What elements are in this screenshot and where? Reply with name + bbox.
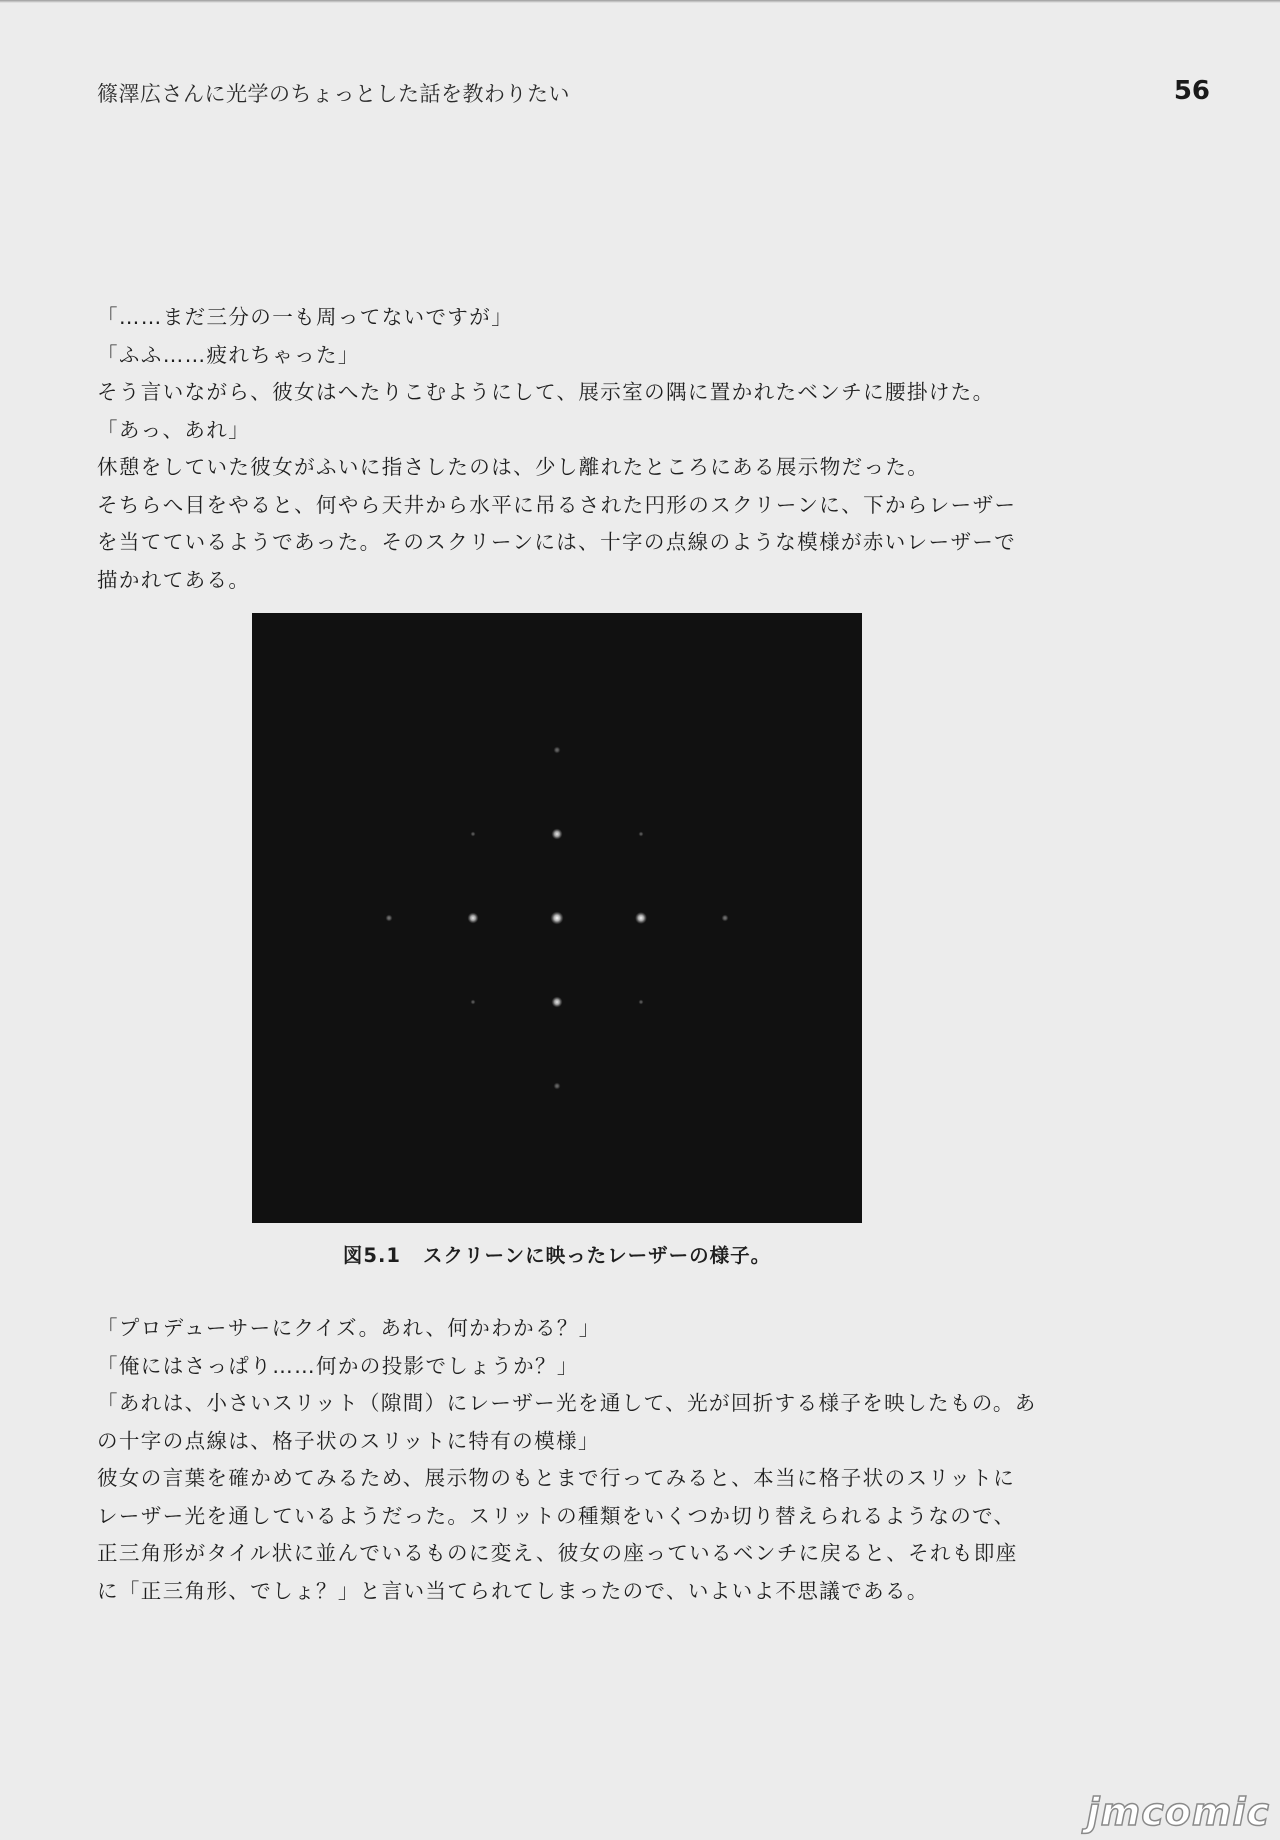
diffraction-spot	[554, 747, 561, 754]
paragraph: 「ふふ……疲れちゃった」	[97, 342, 360, 367]
diffraction-spot	[552, 829, 563, 840]
paragraph: 「……まだ三分の一も周ってないですが」	[97, 305, 514, 329]
paragraph: 休憩をしていた彼女がふいに指さしたのは、少し離れたところにある展示物だった。	[97, 455, 930, 479]
figure-caption-text: スクリーンに映ったレーザーの様子。	[422, 1244, 772, 1267]
paragraph: 「プロデューサーにクイズ。あれ、何かわかる？」	[97, 1316, 601, 1340]
diffraction-pattern-figure	[252, 613, 862, 1223]
paragraph: 「俺にはさっぱり……何かの投影でしょうか？」	[97, 1353, 579, 1378]
diffraction-spot	[552, 997, 563, 1008]
diffraction-spot	[639, 1000, 644, 1005]
diffraction-spot	[639, 832, 644, 837]
diffraction-spot	[468, 913, 479, 924]
page-number: 56	[1173, 76, 1210, 106]
paragraph: 彼女の言葉を確かめてみるため、展示物のもとまで行ってみると、本当に格子状のスリットにレーザー光を通しているようだった。スリットの種類をいくつか切り替えられるようなので、正三角形がタイル状に並んでいるものに変え、彼女の座っているベンチに戻ると、それも即座に「正三角形、でしょ？」と言い当てられてしまったので、いよいよ不思議である。	[97, 1466, 1018, 1603]
paragraph: 「あっ、あれ」	[97, 417, 251, 442]
figure-caption	[252, 1240, 862, 1268]
body-text-after-figure	[97, 1310, 1037, 1610]
diffraction-spot	[471, 832, 476, 837]
paragraph: 「あれは、小さいスリット（隙間）にレーザー光を通して、光が回折する様子を映したもの。あの十字の点線は、格子状のスリットに特有の模様」	[97, 1391, 1037, 1453]
page-top-edge	[0, 0, 1280, 3]
paragraph: そちらへ目をやると、何やら天井から水平に吊るされた円形のスクリーンに、下からレーザーを当てているようであった。そのスクリーンには、十字の点線のような模様が赤いレーザーで描かれてある。	[97, 492, 1017, 592]
body-text-before-figure	[97, 299, 1037, 599]
diffraction-spot	[554, 1083, 561, 1090]
watermark-logo: jmcomic	[1086, 1790, 1270, 1834]
diffraction-spot	[471, 1000, 476, 1005]
diffraction-spot	[635, 912, 647, 924]
paragraph: そう言いながら、彼女はへたりこむようにして、展示室の隅に置かれたベンチに腰掛けた。	[97, 380, 995, 404]
diffraction-spot	[386, 915, 393, 922]
running-title: 篠澤広さんに光学のちょっとした話を教わりたい	[97, 82, 570, 106]
diffraction-spot	[722, 915, 729, 922]
diffraction-spot	[551, 912, 564, 925]
figure-label: 図5.1	[342, 1244, 401, 1267]
diffraction-image	[252, 613, 862, 1223]
